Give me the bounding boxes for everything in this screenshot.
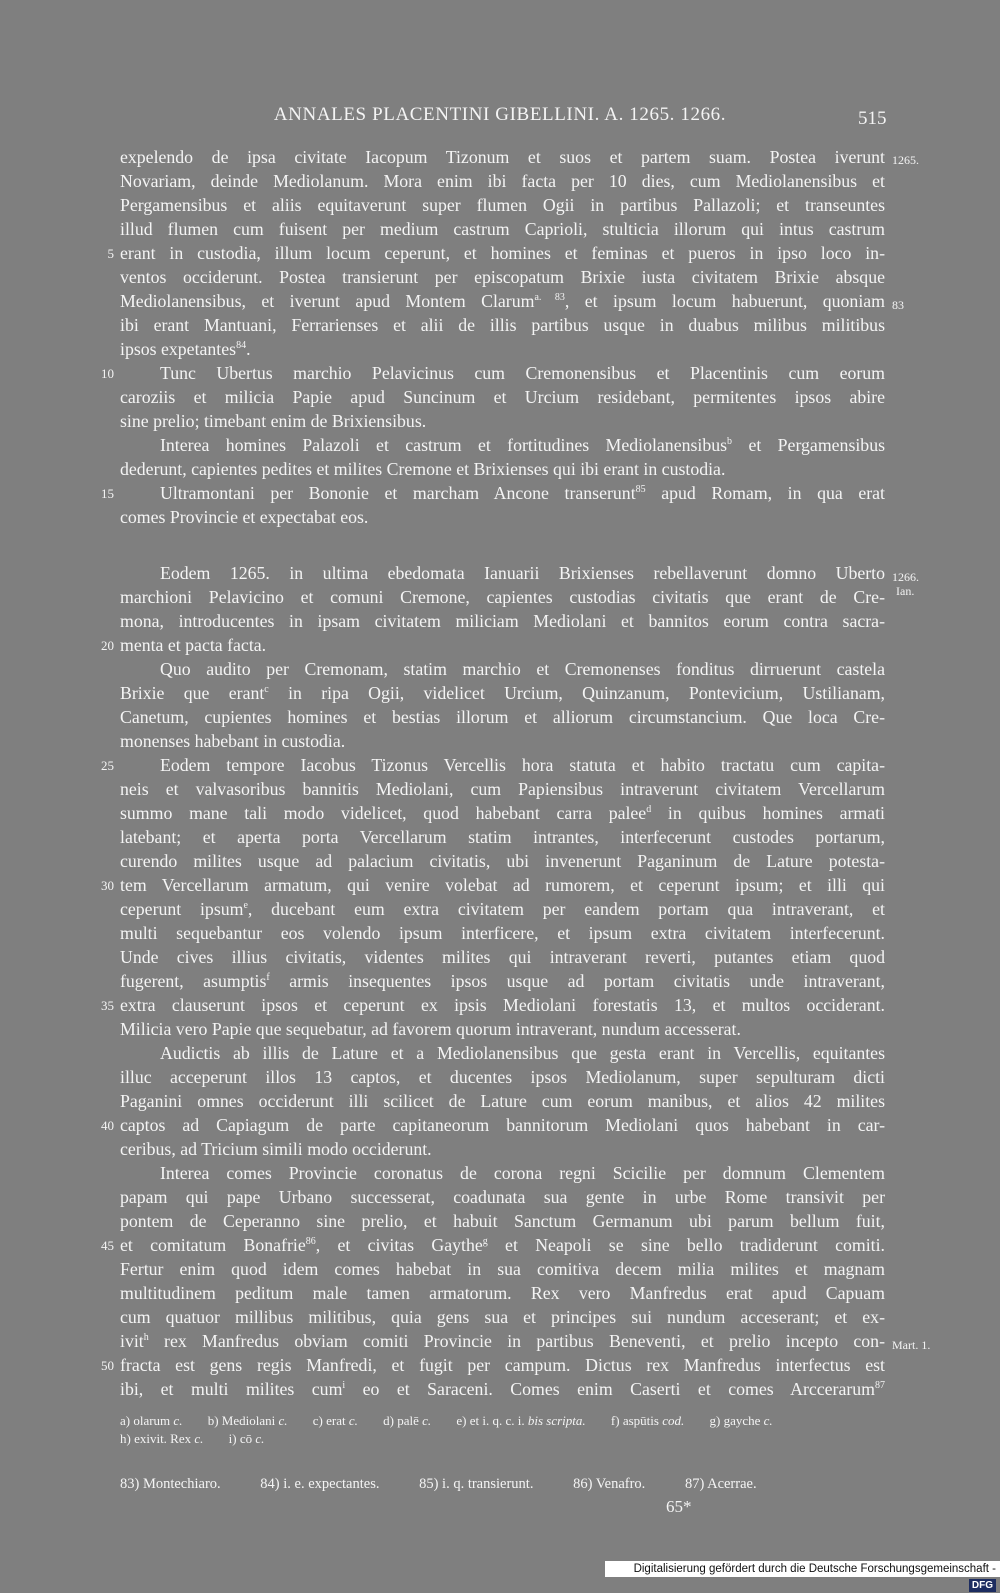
text-segment: Brixie que erant [120, 683, 265, 703]
footer-text: Digitalisierung gefördert durch die Deutsche Forschungsgemeinschaft - [633, 1563, 996, 1575]
footnote: c) erat c. [312, 1413, 358, 1428]
text-segment: , ducebant eum extra civitatem per eandem portam qua intraverant, et [247, 899, 885, 919]
text-line: Interea comes Provincie coronatus de corona regni Scicilie per domnum Clementem [160, 1163, 885, 1183]
superscript: e [243, 900, 248, 911]
line-number: 40 [101, 1118, 114, 1133]
text-line: Unde cives illius civitatis, videntes milites qui intraverant reverti, putantes etiam quod [120, 947, 885, 967]
text-line [120, 898, 885, 921]
superscript: b [727, 436, 733, 447]
margin-year: 1266. [892, 570, 919, 584]
text-line [160, 434, 885, 457]
text-line: Novariam, deinde Mediolanum. Mora enim ibi facta per 10 dies, cum Mediolanensibus et [120, 171, 885, 191]
footnote: e) et i. q. c. i. bis scripta. [456, 1413, 586, 1428]
superscript: a. 83 [534, 292, 565, 303]
text-line: Audictis ab illis de Lature et a Mediolanensibus que gesta erant in Vercellis, equitantes [160, 1043, 885, 1063]
text-segment: ibi, et multi milites cum [120, 1379, 343, 1399]
text-segment: summo mane tali modo videlicet, quod habebant carra palee [120, 803, 647, 823]
text-segment: Interea homines Palazoli et castrum et fortitudines Mediolanensibus [160, 435, 728, 455]
superscript: 85 [635, 484, 646, 495]
page-header [0, 104, 1000, 132]
numbered-note: 85) i. q. transierunt. [419, 1476, 534, 1492]
footnote: a) olarum c. [120, 1413, 183, 1428]
line-number: 15 [101, 486, 114, 501]
numbered-note: 84) i. e. expectantes. [260, 1476, 380, 1492]
text-line [120, 338, 885, 361]
text-line: monenses habebant in custodia. [120, 731, 346, 751]
digitization-footer [605, 1561, 1000, 1591]
text-line: menta et pacta facta. [120, 635, 267, 655]
text-segment: apud Romam, in qua erat [645, 483, 885, 503]
margin-year: 1265. [892, 153, 919, 167]
superscript: c [264, 684, 269, 695]
line-number: 30 [101, 878, 114, 893]
footnotes-row [120, 1430, 286, 1448]
footnote: g) gayche c. [709, 1413, 773, 1428]
text-line: curendo milites usque ad palacium civitatis, ubi invenerunt Paganinum de Lature potesta- [120, 851, 885, 871]
text-line [160, 482, 885, 505]
text-line: ibi erant Mantuani, Ferrarienses et alii de illis partibus usque in duabus milibus militibus [120, 315, 885, 335]
text-line: comes Provincie et expectabat eos. [120, 507, 369, 527]
text-segment: armis insequentes ipsos usque ad portam civitatis unde intraverant, [269, 971, 885, 991]
text-line: marchioni Pelavicino et comuni Cremone, capientes custodias civitatis que erant de Cre- [120, 587, 885, 607]
text-line [120, 1330, 885, 1353]
text-line: Tunc Ubertus marchio Pelavicinus cum Cremonensibus et Placentinis cum eorum [160, 363, 885, 383]
footnote: b) Mediolani c. [207, 1413, 288, 1428]
margin-note: 83 [892, 298, 904, 312]
text-segment: ivit [120, 1331, 144, 1351]
text-line: illuc acceperunt illos 13 captos, et ducentes ipsos Mediolanum, super sepulturam dicti [120, 1067, 885, 1087]
numbered-note: 87) Acerrae. [684, 1476, 757, 1492]
text-line: sine prelio; timebant enim de Brixiensibus. [120, 411, 427, 431]
footnote: f) aspūtis cod. [610, 1413, 685, 1428]
text-line: Milicia vero Papie que sequebatur, ad favorem quorum intraverant, nundum accesserat. [120, 1019, 741, 1039]
margin-date: Mart. 1. [892, 1338, 931, 1352]
text-line: latebant; et aperta porta Vercellarum statim intrantes, interfecerunt custodes portarum, [120, 827, 885, 847]
text-segment: et Neapoli se sine bello tradiderunt comiti. [487, 1235, 885, 1255]
text-segment: ceperunt ipsum [120, 899, 244, 919]
numbered-note: 83) Montechiaro. [120, 1476, 221, 1492]
line-number: 10 [101, 366, 114, 381]
superscript: h [143, 1332, 149, 1343]
text-line: expelendo de ipsa civitate Iacopum Tizonum et suos et partem suam. Postea iverunt [120, 147, 885, 167]
text-segment: Ultramontani per Bononie et marcham Ancone transerunt [160, 483, 636, 503]
text-segment: eo et Saraceni. Comes enim Caserti et comes Arccerarum [345, 1379, 876, 1399]
text-line: illud flumen cum fuisent per medium castrum Caprioli, stulticia illorum qui intus castrum [120, 219, 885, 239]
text-segment: et comitatum Bonafrie [120, 1235, 306, 1255]
text-segment: , et civitas Gaythe [315, 1235, 483, 1255]
signature-mark: 65* [666, 1497, 692, 1516]
text-line [120, 682, 885, 705]
footnote: d) palē c. [383, 1413, 432, 1428]
text-line: caroziis et milicia Papie apud Suncinum et Urcium residebant, permitentes ipsos abire [120, 387, 885, 407]
superscript: 86 [305, 1236, 316, 1247]
superscript: i [342, 1380, 346, 1391]
text-segment: et Pergamensibus [732, 435, 886, 455]
text-line [120, 802, 885, 825]
text-segment: . [246, 339, 251, 359]
page-number: 515 [858, 108, 887, 129]
text-line [120, 290, 885, 313]
text-line: extra clauserunt ipsos et ceperunt ex ipsis Mediolani forestatis 13, et multos occiderant. [120, 995, 885, 1015]
footnotes-row [120, 1412, 795, 1430]
text-line: Quo audito per Cremonam, statim marchio et Cremonenses fonditus dirruerunt castela [160, 659, 885, 679]
text-line: Eodem tempore Iacobus Tizonus Vercellis hora statuta et habito tractatu cum capita- [160, 755, 885, 775]
text-line: erant in custodia, illum locum ceperunt, et homines et feminas et pueros in ipso loco in- [120, 243, 885, 263]
text-line: neis et valvasoribus bannitis Mediolani, cum Papiensibus intraverunt civitatem Vercellarum [120, 779, 885, 799]
superscript: d [646, 804, 652, 815]
text-line: cum quatuor millibus militibus, quia gens sua et principes sui nundum acceserant; et ex- [120, 1307, 885, 1327]
text-line: tem Vercellarum armatum, qui venire volebat ad rumorem, et ceperunt ipsum; et illi qui [120, 875, 885, 895]
margin-month: Ian. [896, 584, 915, 598]
superscript: f [266, 972, 270, 983]
text-line: captos ad Capiagum de parte capitaneorum bannitorum Mediolani quos habebant in car- [120, 1115, 885, 1135]
superscript: 84 [236, 340, 247, 351]
text-segment: , et ipsum locum habuerunt, quoniam [564, 291, 885, 311]
text-segment: fugerent, asumptis [120, 971, 267, 991]
text-line: Pergamensibus et aliis equitaverunt super flumen Ogii in partibus Pallazoli; et transeuntes [120, 195, 885, 215]
text-segment: Mediolanensibus, et iverunt apud Montem Clarum [120, 291, 535, 311]
text-line: multi sequebantur eos volendo ipsum interficere, et ipsum extra civitatem interfecerunt. [120, 923, 885, 943]
text-line: Fertur enim quod idem comes habebat in sua comitiva decem milia milites et magnam [120, 1259, 885, 1279]
text-line: pontem de Ceperanno sine prelio, et habuit Sanctum Germanum ubi parum bellum fuit, [120, 1211, 885, 1231]
text-line: fracta est gens regis Manfredi, et fugit per campum. Dictus rex Manfredus interfectus est [120, 1355, 885, 1375]
running-title: ANNALES PLACENTINI GIBELLINI. A. 1265. 1266. [273, 104, 727, 125]
text-segment: rex Manfredus obviam comiti Provincie in partibus Beneventi, et prelio incepto con- [148, 1331, 885, 1351]
text-line [120, 970, 885, 993]
footnote: h) exivit. Rex c. [120, 1431, 204, 1446]
numbered-note: 86) Venafro. [573, 1476, 646, 1492]
text-line: ceribus, ad Tricium simili modo occiderunt. [120, 1139, 432, 1159]
text-segment: in ripa Ogii, videlicet Urcium, Quinzanum, Pontevicium, Ustilianam, [268, 683, 885, 703]
dfg-logo: DFG [969, 1579, 996, 1592]
text-line: Paganini omnes occiderunt illi scilicet de Lature cum eorum manibus, et alios 42 milites [120, 1091, 885, 1111]
line-number: 35 [101, 998, 114, 1013]
text-line: Eodem 1265. in ultima ebedomata Ianuarii Brixienses rebellaverunt domno Uberto [160, 563, 885, 583]
text-line [120, 1378, 885, 1401]
text-line: ventos occiderunt. Postea transierunt per episcopatum Brixie iusta civitatem Brixie absque [120, 267, 885, 287]
line-number: 50 [101, 1358, 114, 1373]
numbered-notes [120, 1476, 793, 1493]
text-segment: ipsos expetantes [120, 339, 237, 359]
line-number: 25 [101, 758, 114, 773]
text-line: mona, introducentes in ipsam civitatem miliciam Mediolani et bannitos eorum contra sacra- [120, 611, 885, 631]
line-number: 20 [101, 638, 114, 653]
footnote: i) cō c. [228, 1431, 265, 1446]
text-segment: in quibus homines armati [651, 803, 885, 823]
text-line [120, 1234, 885, 1257]
text-line: multitudinem peditum male tamen armatorum. Rex vero Manfredus erat apud Capuam [120, 1283, 885, 1303]
text-line: dederunt, capientes pedites et milites Cremone et Brixienses qui ibi erant in custodia. [120, 459, 726, 479]
text-line: papam qui pape Urbano successerat, coadunata sua gente in urbe Rome transivit per [120, 1187, 885, 1207]
text-line: Canetum, cupientes homines et bestias illorum et alliorum circumstancium. Que loca Cre- [120, 707, 885, 727]
superscript: 87 [875, 1380, 886, 1391]
line-number: 5 [107, 246, 114, 261]
superscript: g [482, 1236, 488, 1247]
line-number: 45 [101, 1238, 114, 1253]
